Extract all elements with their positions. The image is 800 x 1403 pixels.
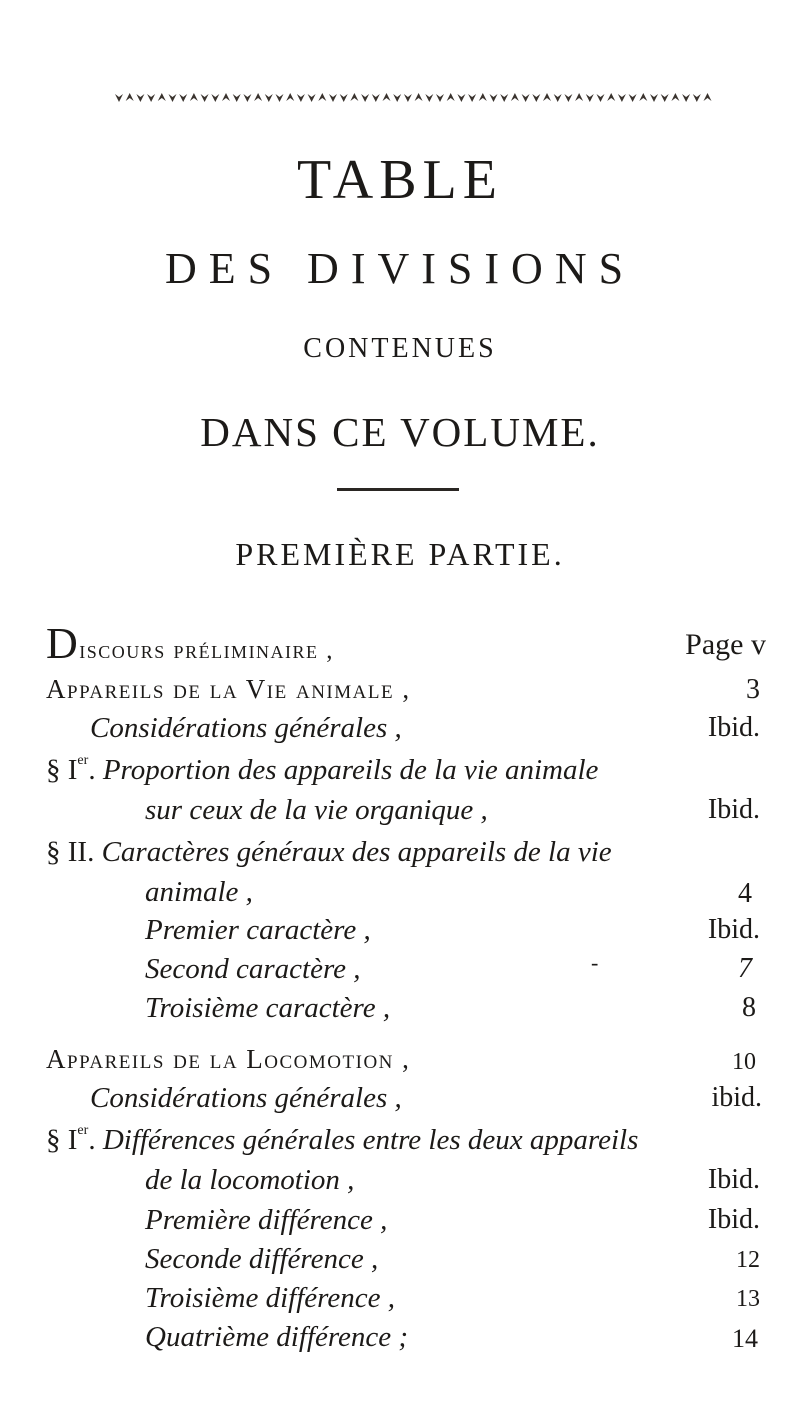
ornament-glyph bbox=[276, 94, 284, 102]
ornament-glyph bbox=[147, 94, 155, 102]
toc-section-2-line2: animale , bbox=[145, 876, 253, 908]
section-marker: § I bbox=[46, 754, 78, 786]
title-des-divisions: DES DIVISIONS bbox=[164, 244, 636, 293]
ornament-glyph bbox=[425, 94, 433, 102]
ornament-glyph bbox=[126, 93, 134, 101]
ornament-glyph bbox=[618, 94, 626, 102]
section-dot: . bbox=[88, 754, 96, 786]
ornament-glyph bbox=[511, 93, 519, 101]
ornament-glyph bbox=[383, 93, 391, 101]
ornament-glyph bbox=[286, 93, 294, 101]
page-ref-appareils-vie: 3 bbox=[746, 674, 760, 705]
ornament-glyph bbox=[639, 93, 647, 101]
page-ref-seconde-difference: 12 bbox=[736, 1247, 760, 1273]
ornament-glyph bbox=[682, 94, 690, 102]
ornament-glyph bbox=[169, 94, 177, 102]
divider-rule bbox=[337, 488, 459, 491]
ornament-glyph bbox=[158, 93, 166, 101]
entry-text: iscours préliminaire , bbox=[79, 637, 335, 664]
ornament-glyph bbox=[201, 94, 209, 102]
ornament-glyph bbox=[415, 93, 423, 101]
toc-entry-premier-caractere: Premier caractère , bbox=[145, 914, 371, 946]
ornament-glyph bbox=[564, 94, 572, 102]
drop-capital: D bbox=[46, 619, 80, 668]
ornament-glyph bbox=[575, 93, 583, 101]
ornament-glyph bbox=[308, 94, 316, 102]
ornament-glyph bbox=[211, 94, 219, 102]
page-ref-premiere-difference: Ibid. bbox=[707, 1204, 760, 1235]
ornament-glyph bbox=[190, 93, 198, 101]
page-ref-premier-caractere: Ibid. bbox=[707, 914, 760, 945]
ornament-glyph bbox=[254, 93, 262, 101]
page-ref-section-2: 4 bbox=[738, 878, 752, 909]
toc-entry-appareils-locomotion: Appareils de la Locomotion , bbox=[46, 1044, 411, 1074]
page-ref-considerations: Ibid. bbox=[707, 712, 760, 743]
ornament-glyph bbox=[554, 94, 562, 102]
ornament-glyph bbox=[372, 94, 380, 102]
ornament-glyph bbox=[500, 94, 508, 102]
page-ref-quatrieme-difference: 14 bbox=[732, 1324, 758, 1353]
title-dans-ce-volume: DANS CE VOLUME. bbox=[200, 409, 600, 455]
ornament-glyph bbox=[629, 94, 637, 102]
ornament-glyph bbox=[479, 93, 487, 101]
section-superscript: er bbox=[77, 753, 89, 768]
page-ref-discours: Page v bbox=[685, 628, 766, 661]
toc-entry-seconde-difference: Seconde différence , bbox=[145, 1243, 379, 1275]
page-ref-troisieme-caractere: 8 bbox=[742, 992, 756, 1023]
ornament-glyph bbox=[436, 94, 444, 102]
toc-section-3 bbox=[46, 1123, 639, 1156]
section-title-line1: Caractères généraux des appareils de la vie bbox=[101, 836, 612, 868]
toc-entry-quatrieme-difference: Quatrième différence ; bbox=[145, 1321, 409, 1353]
ornament-glyph bbox=[179, 94, 187, 102]
ornament-glyph bbox=[222, 93, 230, 101]
section-title-line1: Proportion des appareils de la vie animale bbox=[102, 754, 599, 786]
toc-entry-troisieme-difference: Troisième différence , bbox=[145, 1282, 395, 1314]
toc-entry-considerations-2: Considérations générales , bbox=[90, 1082, 402, 1114]
ornament-glyph bbox=[532, 94, 540, 102]
page-ref-considerations-2: ibid. bbox=[711, 1082, 762, 1113]
toc-section-1 bbox=[46, 753, 599, 786]
toc-entry-second-caractere: Second caractère , bbox=[145, 953, 361, 985]
ornament-glyph bbox=[468, 94, 476, 102]
toc-entry-appareils-vie: Appareils de la Vie animale , bbox=[46, 674, 411, 704]
toc-section-3-line2: de la locomotion , bbox=[145, 1164, 355, 1196]
page-ref-second-caractere: 7 bbox=[738, 953, 752, 984]
ornament-glyph bbox=[490, 94, 498, 102]
ornament-glyph bbox=[661, 94, 669, 102]
page-ref-section-1: Ibid. bbox=[707, 794, 760, 825]
page-ref-appareils-locomotion: 10 bbox=[732, 1049, 756, 1075]
section-marker: § I bbox=[46, 1124, 78, 1156]
section-marker: § II. bbox=[46, 836, 95, 868]
ornament-glyph bbox=[243, 94, 251, 102]
ornament-glyph bbox=[136, 94, 144, 102]
ornament-glyph bbox=[329, 94, 337, 102]
page-ref-troisieme-difference: 13 bbox=[736, 1286, 760, 1312]
toc-entry-considerations: Considérations générales , bbox=[90, 712, 402, 744]
part-title: PREMIÈRE PARTIE. bbox=[235, 536, 565, 572]
section-superscript: er bbox=[77, 1123, 89, 1138]
title-contenues: CONTENUES bbox=[303, 333, 497, 364]
ornament-glyph bbox=[265, 94, 273, 102]
ornament-glyph bbox=[340, 94, 348, 102]
ornament-glyph bbox=[447, 93, 455, 101]
ornament-glyph bbox=[233, 94, 241, 102]
ornament-glyph bbox=[693, 94, 701, 102]
toc-section-1-line2: sur ceux de la vie organique , bbox=[145, 794, 488, 826]
ornament-glyph bbox=[297, 94, 305, 102]
ornament-glyph bbox=[393, 94, 401, 102]
ornament-glyph bbox=[607, 93, 615, 101]
ornament-glyph bbox=[350, 93, 358, 101]
ornament-glyph bbox=[671, 93, 679, 101]
ornament-glyph bbox=[522, 94, 530, 102]
ornament-glyph bbox=[404, 94, 412, 102]
section-title-line1: Différences générales entre les deux appareils bbox=[102, 1124, 639, 1156]
toc-entry-premiere-difference: Première différence , bbox=[145, 1204, 388, 1236]
decorative-border-ornament bbox=[112, 86, 712, 108]
ornament-glyph bbox=[543, 93, 551, 101]
ornament-glyph bbox=[586, 94, 594, 102]
ornament-glyph bbox=[457, 94, 465, 102]
section-dot: . bbox=[88, 1124, 96, 1156]
ornament-glyph bbox=[318, 93, 326, 101]
ornament-glyph bbox=[115, 94, 123, 102]
toc-section-2 bbox=[46, 838, 612, 867]
dash-mark: - bbox=[591, 950, 599, 975]
ornament-glyph bbox=[597, 94, 605, 102]
page-ref-section-3: Ibid. bbox=[707, 1164, 760, 1195]
ornament-glyph bbox=[361, 94, 369, 102]
toc-entry-discours bbox=[46, 619, 335, 668]
ornament-glyph bbox=[650, 94, 658, 102]
ornament-glyph bbox=[704, 93, 712, 101]
title-table: TABLE bbox=[297, 149, 503, 211]
toc-entry-troisieme-caractere: Troisième caractère , bbox=[145, 992, 391, 1024]
